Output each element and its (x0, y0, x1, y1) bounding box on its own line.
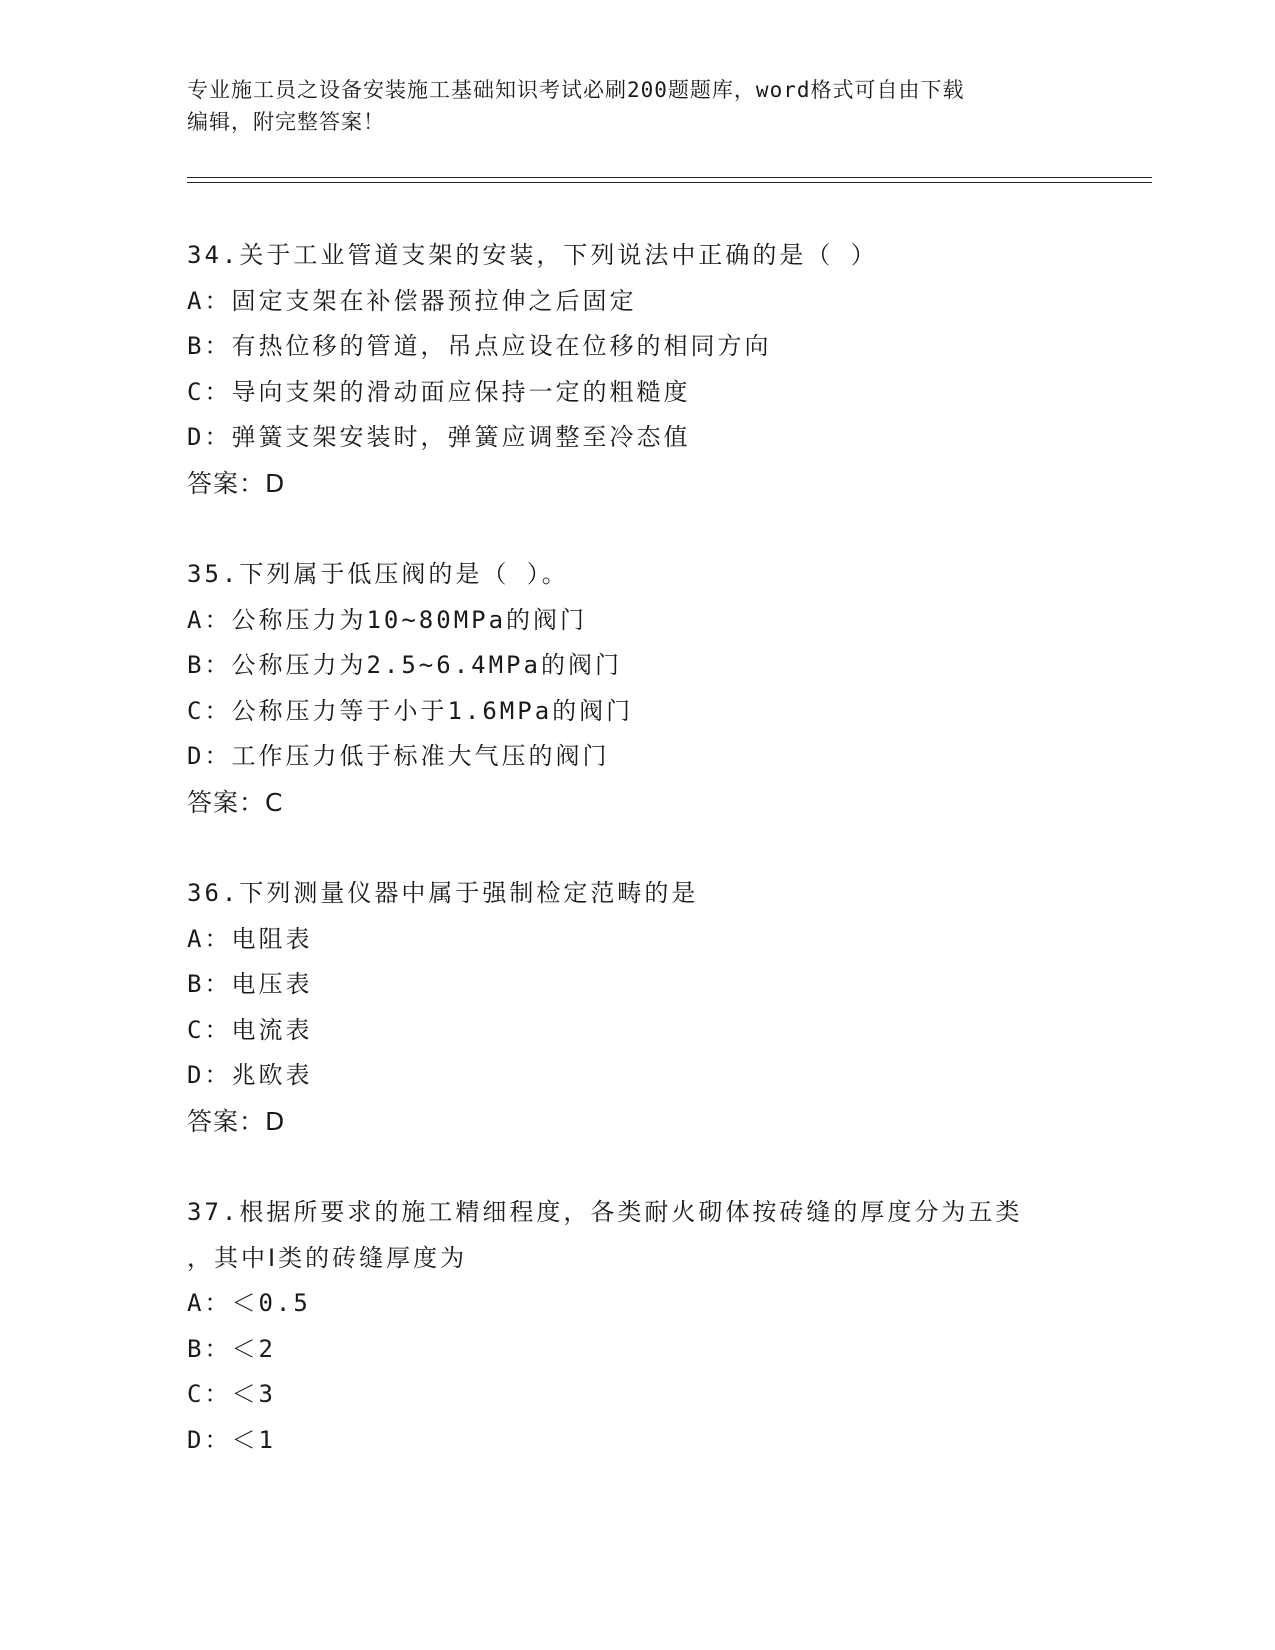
document-header (187, 74, 1087, 138)
question-35 (187, 552, 1147, 825)
question-list (187, 233, 1147, 1509)
option-a: A：固定支架在补偿器预拉伸之后固定 (187, 286, 637, 315)
option-d: D：＜1 (187, 1425, 276, 1454)
option-b: B：公称压力为2.5~6.4MPa的阀门 (187, 651, 622, 679)
header-line-1: 专业施工员之设备安装施工基础知识考试必刷200题题库，word格式可自由下载 (187, 78, 965, 102)
answer-text: 答案：D (187, 1106, 286, 1136)
option-b: B：＜2 (187, 1334, 276, 1363)
option-c: C：公称压力等于小于1.6MPa的阀门 (187, 696, 634, 725)
question-stem: 36.下列测量仪器中属于强制检定范畴的是 (187, 879, 699, 907)
answer-text: 答案：D (187, 468, 286, 498)
header-line-2: 编辑，附完整答案！ (187, 110, 385, 134)
header-divider-bottom (187, 182, 1152, 183)
option-d: D：兆欧表 (187, 1061, 313, 1089)
option-c: C：＜3 (187, 1380, 276, 1408)
answer-text: 答案：C (187, 787, 284, 817)
option-b: B：电压表 (187, 970, 313, 998)
question-34 (187, 233, 1147, 506)
option-b: B：有热位移的管道，吊点应设在位移的相同方向 (187, 332, 772, 360)
option-c: C：导向支架的滑动面应保持一定的粗糙度 (187, 377, 691, 406)
question-37 (187, 1190, 1147, 1463)
option-a: A：＜0.5 (187, 1289, 311, 1317)
option-d: D：弹簧支架安装时，弹簧应调整至冷态值 (187, 423, 691, 451)
question-stem: 37.根据所要求的施工精细程度，各类耐火砌体按砖缝的厚度分为五类 (187, 1198, 1023, 1226)
question-36 (187, 871, 1147, 1144)
option-c: C：电流表 (187, 1015, 313, 1044)
option-d: D：工作压力低于标准大气压的阀门 (187, 742, 610, 770)
option-a: A：电阻表 (187, 924, 313, 953)
question-stem: 34.关于工业管道支架的安装，下列说法中正确的是（ ） (187, 241, 878, 269)
question-stem: 35.下列属于低压阀的是（ ）。 (187, 560, 569, 588)
question-stem-continued: ，其中Ⅰ类的砖缝厚度为 (187, 1243, 468, 1272)
header-divider-top (187, 177, 1152, 178)
option-a: A：公称压力为10~80MPa的阀门 (187, 605, 588, 634)
